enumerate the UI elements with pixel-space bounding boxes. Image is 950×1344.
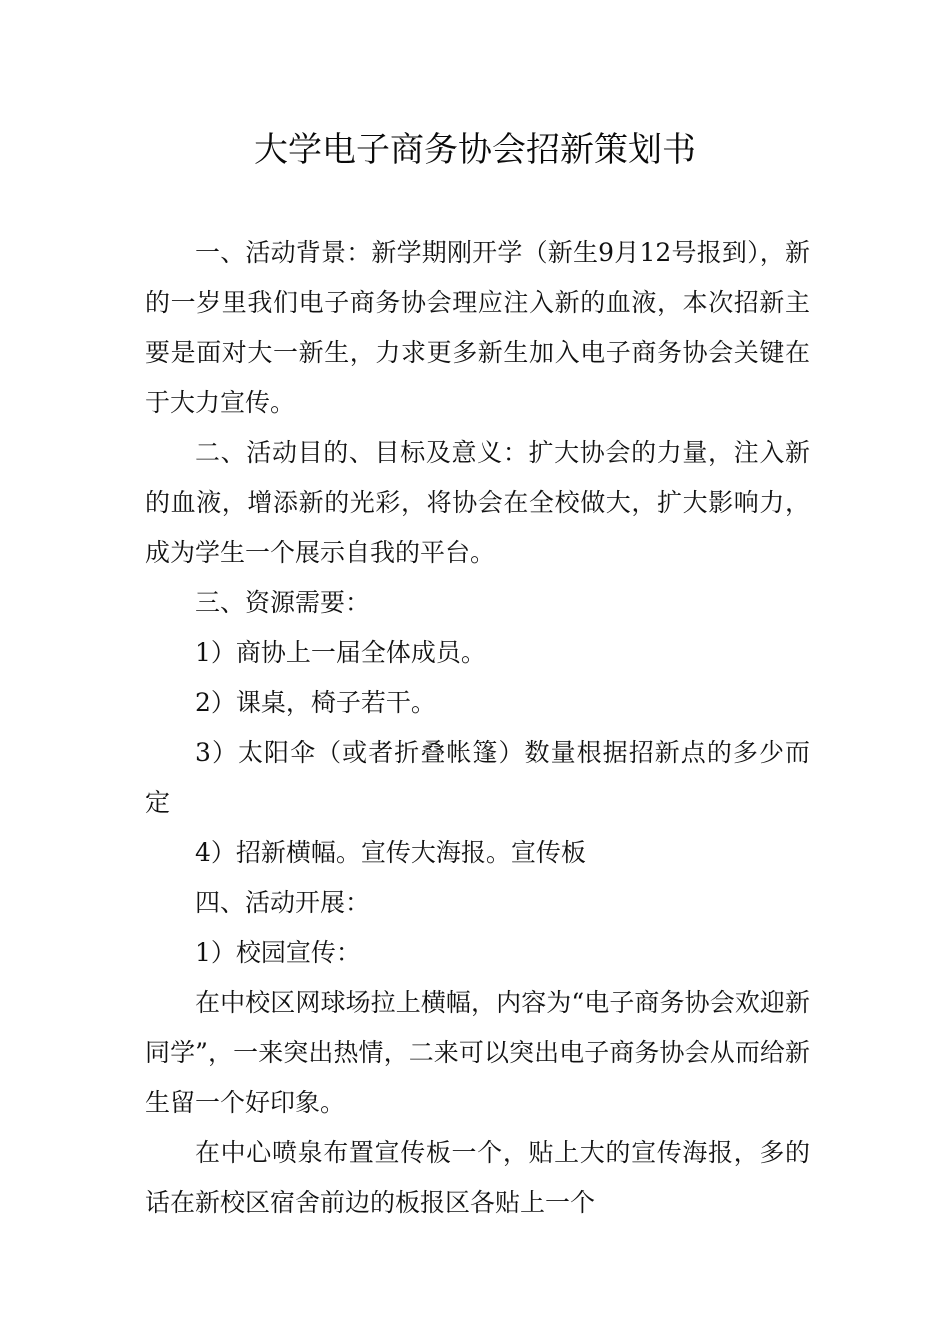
paragraph-banner: 在中校区网球场拉上横幅，内容为“电子商务协会欢迎新同学”，一来突出热情，二来可以突出电子商务协会从而给新生留一个好印象。 xyxy=(145,988,810,1117)
paragraph-purpose: 二、活动目的、目标及意义：扩大协会的力量，注入新的血液，增添新的光彩，将协会在全校做大，扩大影响力，成为学生一个展示自我的平台。 xyxy=(145,438,810,567)
paragraph-background: 一、活动背景：新学期刚开学（新生9月12号报到），新的一岁里我们电子商务协会理应注入新的血液，本次招新主要是面对大一新生，力求更多新生加入电子商务协会关键在于大力宣传。 xyxy=(145,238,810,417)
paragraph-campus-promo-heading: 1）校园宣传： xyxy=(195,938,361,967)
paragraph-fountain-board: 在中心喷泉布置宣传板一个，贴上大的宣传海报，多的话在新校区宿舍前边的板报区各贴上一个 xyxy=(145,1138,810,1217)
paragraph-resources-heading: 三、资源需要： xyxy=(195,588,371,617)
paragraph-activities-heading: 四、活动开展： xyxy=(195,888,371,917)
document-body xyxy=(145,228,810,1228)
list-item-resource-1: 1）商协上一届全体成员。 xyxy=(195,638,486,667)
list-item-resource-2: 2）课桌，椅子若干。 xyxy=(195,688,436,717)
document-title: 大学电子商务协会招新策划书 xyxy=(254,130,696,170)
list-item-resource-3: 3）太阳伞（或者折叠帐篷）数量根据招新点的多少而定 xyxy=(145,738,810,817)
list-item-resource-4: 4）招新横幅。宣传大海报。宣传板 xyxy=(195,838,586,867)
